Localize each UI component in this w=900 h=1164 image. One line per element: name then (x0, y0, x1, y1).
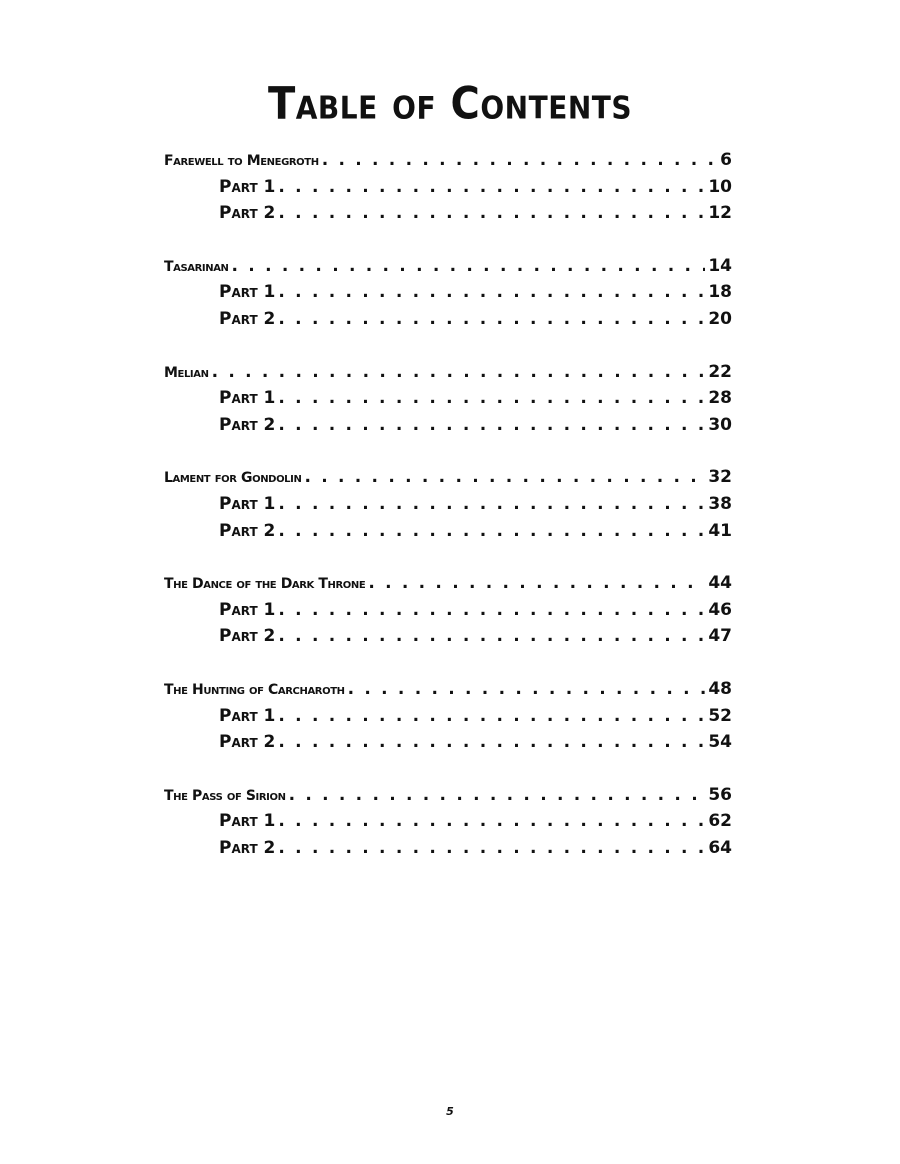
part-label: Part 1 (219, 705, 276, 726)
section-page-number: 22 (708, 361, 732, 382)
part-page-number: 38 (708, 493, 732, 514)
toc-subentry[interactable] (164, 177, 732, 204)
part-page-number: 64 (708, 837, 732, 858)
toc-subentry[interactable] (164, 388, 732, 415)
dot-leader (278, 415, 705, 435)
table-of-contents (164, 150, 732, 890)
section-page-number: 44 (708, 573, 732, 594)
part-label: Part 1 (219, 493, 276, 514)
toc-subentry[interactable] (164, 838, 732, 865)
part-page-number: 20 (708, 308, 732, 329)
toc-entry[interactable] (164, 573, 732, 600)
part-label: Part 2 (219, 732, 276, 753)
section-page-number: 56 (708, 784, 732, 805)
dot-leader (289, 785, 706, 805)
section-page-number: 32 (708, 467, 732, 488)
dot-leader (278, 600, 705, 620)
toc-entry[interactable] (164, 362, 732, 389)
part-label: Part 2 (219, 308, 276, 329)
toc-subentry[interactable] (164, 626, 732, 653)
page-number-footer: 5 (446, 1105, 454, 1118)
toc-entry[interactable] (164, 679, 732, 706)
section-title: Tasarinan (164, 258, 229, 275)
toc-subentry[interactable] (164, 494, 732, 521)
part-label: Part 1 (219, 176, 276, 197)
dot-leader (278, 494, 705, 514)
part-page-number: 41 (708, 520, 732, 541)
dot-leader (278, 706, 705, 726)
part-page-number: 10 (708, 176, 732, 197)
section-title: Farewell to Menegroth (164, 153, 319, 169)
page-title: Table of Contents (267, 78, 633, 130)
toc-section (164, 785, 732, 865)
toc-subentry[interactable] (164, 415, 732, 442)
section-page-number: 14 (708, 255, 732, 276)
part-label: Part 1 (219, 811, 276, 832)
toc-section (164, 573, 732, 653)
dot-leader (278, 811, 705, 831)
part-page-number: 18 (708, 282, 732, 303)
part-label: Part 2 (219, 203, 276, 224)
part-label: Part 2 (219, 414, 276, 435)
toc-subentry[interactable] (164, 811, 732, 838)
part-label: Part 1 (219, 282, 276, 303)
toc-subentry[interactable] (164, 706, 732, 733)
part-page-number: 30 (708, 414, 732, 435)
part-page-number: 54 (708, 732, 732, 753)
dot-leader (278, 838, 705, 858)
part-page-number: 12 (708, 203, 732, 224)
toc-subentry[interactable] (164, 309, 732, 336)
dot-leader (278, 521, 705, 541)
dot-leader (278, 309, 705, 329)
toc-entry[interactable] (164, 785, 732, 812)
part-label: Part 1 (219, 599, 276, 620)
toc-section (164, 362, 732, 442)
toc-section (164, 679, 732, 759)
toc-entry[interactable] (164, 256, 732, 283)
section-title: Melian (164, 364, 209, 381)
dot-leader (278, 732, 705, 752)
section-title: The Dance of the Dark Throne (164, 576, 366, 593)
section-page-number: 48 (708, 678, 732, 699)
toc-section (164, 467, 732, 547)
toc-subentry[interactable] (164, 203, 732, 230)
dot-leader (278, 177, 705, 197)
section-page-number: 6 (720, 150, 732, 170)
section-title: The Hunting of Carcharoth (164, 681, 345, 698)
dot-leader (322, 150, 717, 170)
part-label: Part 1 (219, 388, 276, 409)
toc-entry[interactable] (164, 467, 732, 494)
part-label: Part 2 (219, 837, 276, 858)
section-title: The Pass of Sirion (164, 787, 286, 804)
part-page-number: 47 (708, 626, 732, 647)
dot-leader (278, 388, 705, 408)
part-label: Part 2 (219, 626, 276, 647)
dot-leader (278, 203, 705, 223)
toc-section (164, 256, 732, 336)
toc-subentry[interactable] (164, 600, 732, 627)
toc-subentry[interactable] (164, 521, 732, 548)
dot-leader (232, 256, 706, 276)
part-page-number: 62 (708, 811, 732, 832)
toc-subentry[interactable] (164, 732, 732, 759)
toc-subentry[interactable] (164, 282, 732, 309)
part-page-number: 28 (708, 388, 732, 409)
dot-leader (278, 626, 705, 646)
dot-leader (368, 573, 705, 593)
part-page-number: 52 (708, 705, 732, 726)
part-label: Part 2 (219, 520, 276, 541)
dot-leader (212, 362, 706, 382)
dot-leader (348, 679, 706, 699)
toc-entry[interactable] (164, 150, 732, 177)
toc-section (164, 150, 732, 230)
dot-leader (278, 282, 705, 302)
section-title: Lament for Gondolin (164, 470, 302, 487)
dot-leader (304, 467, 705, 487)
part-page-number: 46 (708, 599, 732, 620)
